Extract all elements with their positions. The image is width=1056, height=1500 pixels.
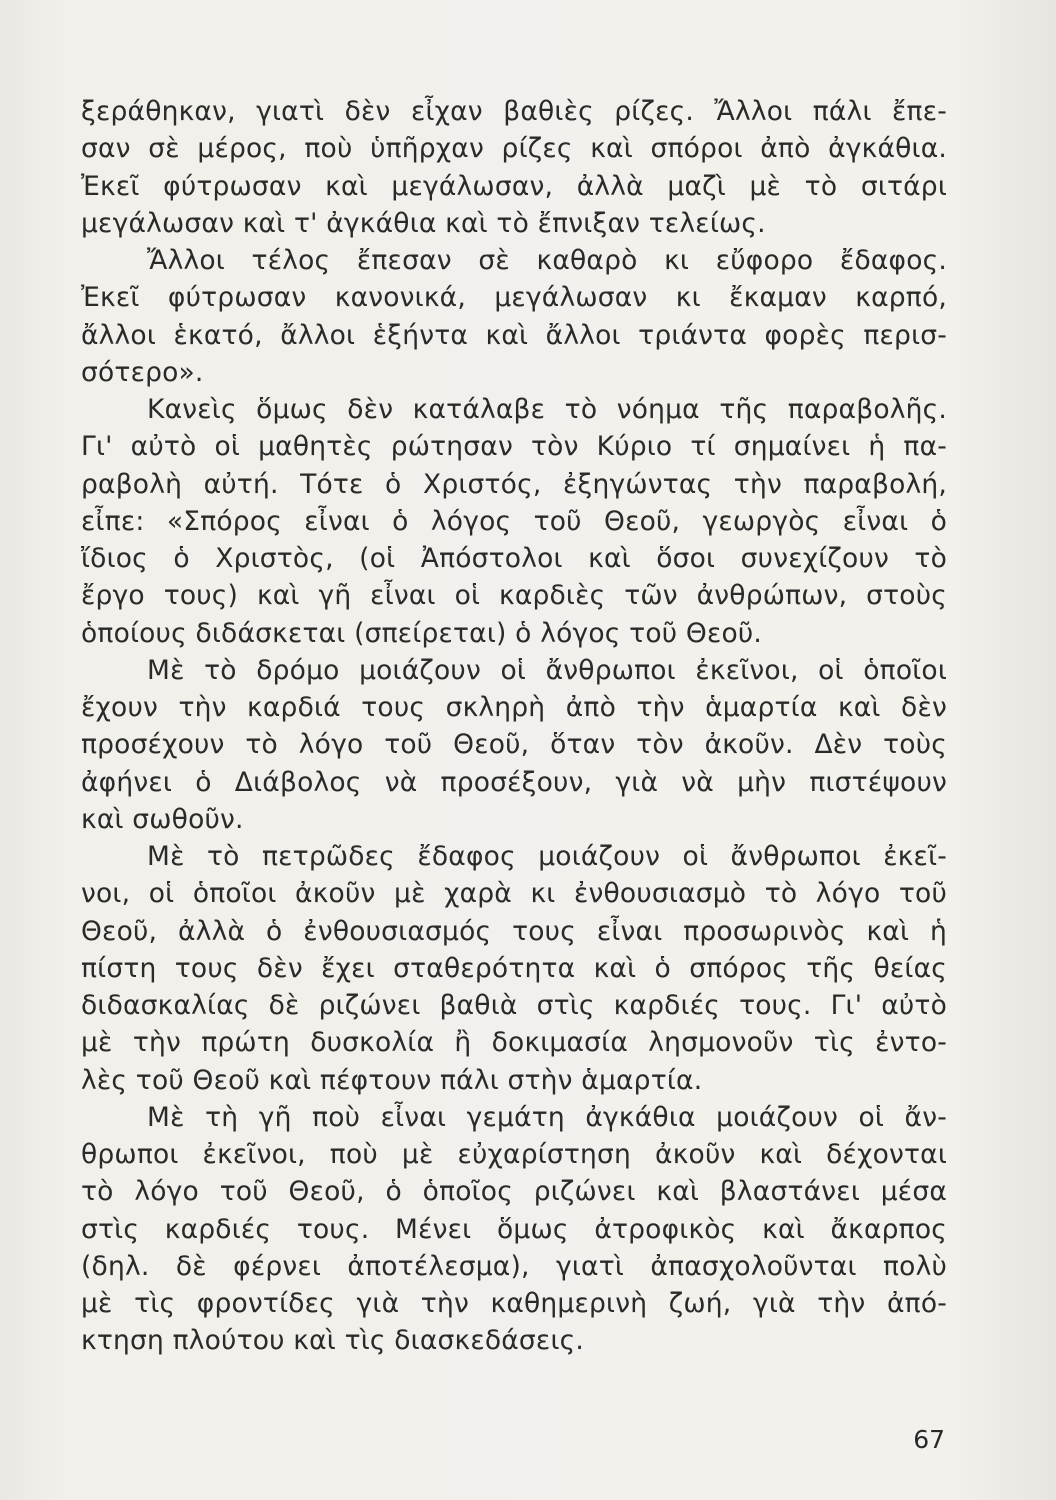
- text-line: Ἐκεῖ φύτρωσαν κανονικά, μεγάλωσαν κι ἔκαμαν καρπό,: [81, 282, 947, 314]
- text-line: Μὲ τὸ δρόμο μοιάζουν οἱ ἄνθρωποι ἐκεῖνοι, οἱ ὁποῖοι: [147, 654, 947, 686]
- text-line: ἀφήνει ὁ Διάβολος νὰ προσέξουν, γιὰ νὰ μὴν πιστέψουν: [81, 766, 947, 798]
- body-text: [81, 93, 947, 1360]
- paragraph: [81, 391, 947, 652]
- text-line: Ἐκεῖ φύτρωσαν καὶ μεγάλωσαν, ἀλλὰ μαζὶ μὲ τὸ σιτάρι: [81, 170, 947, 202]
- text-line: μὲ τὴν πρώτη δυσκολία ἢ δοκιμασία λησμονοῦν τὶς ἐντο-: [81, 1027, 947, 1059]
- text-line: ραβολὴ αὐτή. Τότε ὁ Χριστός, ἐξηγώντας τὴν παραβολή,: [81, 468, 947, 500]
- text-line: διδασκαλίας δὲ ριζώνει βαθιὰ στὶς καρδιές τους. Γι' αὐτὸ: [81, 990, 947, 1021]
- paragraph: [81, 838, 947, 1099]
- text-line: Θεοῦ, ἀλλὰ ὁ ἐνθουσιασμός τους εἶναι προσωρινὸς καὶ ἡ: [81, 915, 947, 947]
- text-line: σαν σὲ μέρος, ποὺ ὑπῆρχαν ρίζες καὶ σπόροι ἀπὸ ἀγκάθια.: [81, 133, 947, 165]
- text-line: ἴδιος ὁ Χριστὸς, (οἱ Ἀπόστολοι καὶ ὅσοι συνεχίζουν τὸ: [81, 543, 947, 574]
- text-line: Μὲ τὸ πετρῶδες ἔδαφος μοιάζουν οἱ ἄνθρωποι ἐκεῖ-: [147, 841, 947, 872]
- paragraph: [81, 652, 947, 838]
- text-line: τὸ λόγο τοῦ Θεοῦ, ὁ ὁποῖος ριζώνει καὶ βλαστάνει μέσα: [81, 1176, 947, 1208]
- text-line: ἔργο τους) καὶ γῆ εἶναι οἱ καρδιὲς τῶν ἀνθρώπων, στοὺς: [81, 580, 947, 612]
- text-line: (δηλ. δὲ φέρνει ἀποτέλεσμα), γιατὶ ἀπασχολοῦνται πολὺ: [81, 1250, 947, 1282]
- text-line: ξεράθηκαν, γιατὶ δὲν εἶχαν βαθιὲς ρίζες. Ἄλλοι πάλι ἔπε-: [81, 96, 947, 127]
- text-line: ἔχουν τὴν καρδιά τους σκληρὴ ἀπὸ τὴν ἁμαρτία καὶ δὲν: [81, 692, 947, 723]
- page-number: 67: [913, 1425, 945, 1454]
- text-line: Κανεὶς ὅμως δὲν κατάλαβε τὸ νόημα τῆς παραβολῆς.: [147, 394, 947, 425]
- text-line: πίστη τους δὲν ἔχει σταθερότητα καὶ ὁ σπόρος τῆς θείας: [81, 952, 947, 984]
- text-line: μὲ τὶς φροντίδες γιὰ τὴν καθημερινὴ ζωή, γιὰ τὴν ἀπό-: [81, 1288, 947, 1319]
- text-line: ἄλλοι ἑκατό, ἄλλοι ἑξήντα καὶ ἄλλοι τριάντα φορὲς περισ-: [81, 319, 947, 351]
- text-line: κτηση πλούτου καὶ τὶς διασκεδάσεις.: [81, 1325, 584, 1357]
- text-line: ὁποίους διδάσκεται (σπείρεται) ὁ λόγος τοῦ Θεοῦ.: [81, 617, 763, 649]
- text-line: θρωποι ἐκεῖνοι, ποὺ μὲ εὐχαρίστηση ἀκοῦν καὶ δέχονται: [81, 1139, 947, 1170]
- text-line: λὲς τοῦ Θεοῦ καὶ πέφτουν πάλι στὴν ἁμαρτία.: [81, 1064, 703, 1096]
- text-line: Ἄλλοι τέλος ἔπεσαν σὲ καθαρὸ κι εὔφορο ἔδαφος.: [147, 245, 947, 276]
- paragraph: [81, 93, 947, 242]
- text-line: νοι, οἱ ὁποῖοι ἀκοῦν μὲ χαρὰ κι ἐνθουσιασμὸ τὸ λόγο τοῦ: [81, 878, 947, 910]
- text-line: καὶ σωθοῦν.: [81, 803, 244, 835]
- text-line: σότερο».: [81, 356, 204, 388]
- text-line: Μὲ τὴ γῆ ποὺ εἶναι γεμάτη ἀγκάθια μοιάζουν οἱ ἄν-: [147, 1101, 947, 1133]
- text-line: Γι' αὐτὸ οἱ μαθητὲς ρώτησαν τὸν Κύριο τί σημαίνει ἡ πα-: [81, 431, 947, 463]
- text-line: εἶπε: «Σπόρος εἶναι ὁ λόγος τοῦ Θεοῦ, γεωργὸς εἶναι ὁ: [81, 505, 947, 537]
- text-line: στὶς καρδιές τους. Μένει ὅμως ἀτροφικὸς καὶ ἄκαρπος: [81, 1213, 947, 1245]
- paragraph: [81, 1099, 947, 1360]
- paragraph: [81, 242, 947, 391]
- text-line: μεγάλωσαν καὶ τ' ἀγκάθια καὶ τὸ ἔπνιξαν τελείως.: [81, 207, 766, 239]
- text-line: προσέχουν τὸ λόγο τοῦ Θεοῦ, ὅταν τὸν ἀκοῦν. Δὲν τοὺς: [81, 729, 947, 761]
